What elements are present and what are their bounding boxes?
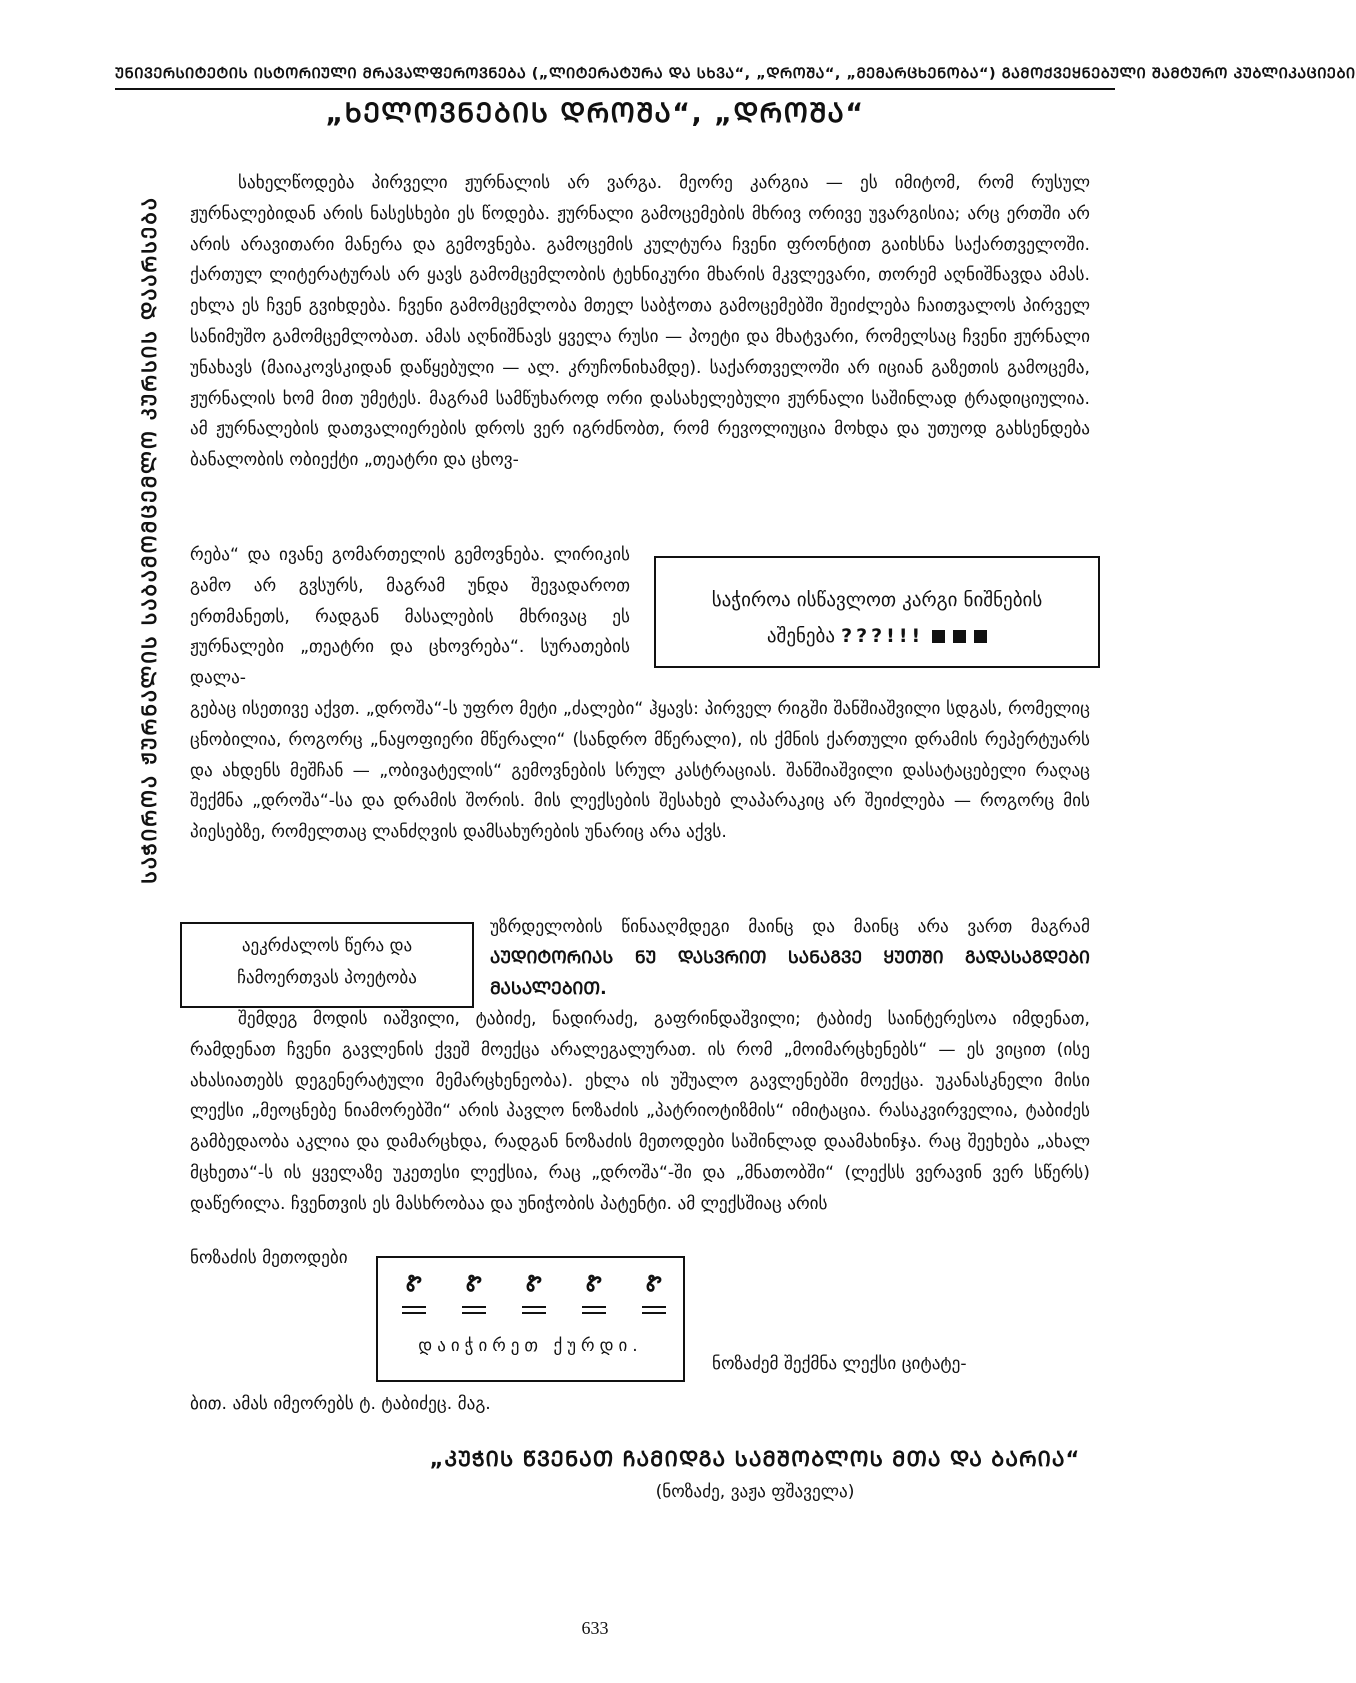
page-number: 633 xyxy=(581,1618,609,1638)
page-title: „ᲮᲔᲚᲝᲕᲜᲔᲑᲘᲡ ᲓᲠᲝᲨᲐ“, „ᲓᲠᲝᲨᲐ“ xyxy=(325,98,865,129)
quote-source: (ნოზაძე, ვაჟა ფშაველა) xyxy=(655,1482,855,1502)
double-rule xyxy=(582,1306,606,1314)
callout-signs-text xyxy=(656,582,1098,654)
callout-ban-line2: ჩამოერთვას პოეტობა xyxy=(237,968,417,988)
poem-glyph-col xyxy=(454,1272,494,1314)
punctuation-marks: ???!!! xyxy=(841,625,925,647)
callout-ban-line1: აეკრძალოს წერა და xyxy=(241,936,413,956)
paragraph-2-plain: უზრდელობის წინააღმდეგი მაინც და მაინც არა ვართ მაგრამ xyxy=(490,917,1090,937)
poem-glyph-col xyxy=(394,1272,434,1314)
black-square-icon xyxy=(932,630,945,643)
side-label: ᲡᲐᲭᲘᲠᲝᲐ ᲟᲣᲠᲜᲐᲚᲘᲡ ᲡᲐᲑᲐᲛᲝᲛᲪᲔᲛᲚᲝ ᲙᲣᲠᲡᲘᲡ ᲓᲐᲐᲠᲡᲔᲑᲐ xyxy=(137,196,161,884)
header-rule xyxy=(115,88,1115,90)
paragraph-2-text xyxy=(490,912,1090,1004)
double-rule xyxy=(462,1306,486,1314)
line-created: ნოზაძემ შექმნა ლექსი ციტატე- xyxy=(712,1354,967,1374)
callout-signs-word: აშენება xyxy=(766,625,836,647)
poem-word: დაიჭირეთ ქურდი. xyxy=(418,1336,643,1356)
paragraph-1-narrow-text: რება“ და ივანე გომართელის გემოვნება. ლირიკის გამო არ გვსურს, მაგრამ უნდა შევადაროთ ერთმანეთს, რადგან მასალების მხრივაც ეს ჟურნალები „თეატრი და ცხოვრება“. სურათების დალა- xyxy=(190,545,630,689)
callout-signs-line2 xyxy=(656,618,1098,654)
poem-box xyxy=(376,1256,685,1382)
poem-glyph: Ꮡ xyxy=(526,1272,542,1297)
callout-box-ban xyxy=(180,922,474,1008)
quote-title: „ᲙᲣᲭᲘᲡ ᲬᲕᲔᲜᲐᲗ ᲩᲐᲛᲘᲓᲒᲐ ᲡᲐᲛᲨᲝᲑᲚᲝᲡ ᲛᲗᲐ ᲓᲐ ᲑᲐᲠᲘᲐ“ xyxy=(429,1447,1081,1471)
callout-signs-line1: საჭიროა ისწავლოთ კარგი ნიშნების xyxy=(711,589,1043,611)
paragraph-2 xyxy=(490,912,1090,1004)
running-header: ᲣᲜᲘᲕᲔᲠᲡᲘᲢᲔᲢᲘᲡ ᲘᲡᲢᲝᲠᲘᲣᲚᲘ ᲛᲠᲐᲕᲐᲚᲤᲔᲠᲝᲕᲜᲔᲑᲐ („ᲚᲘᲢᲔᲠᲐᲢᲣᲠᲐ ᲓᲐ ᲡᲮᲕᲐ“, „ᲓᲠᲝᲨᲐ“, „ᲛᲔᲛᲐᲠᲪᲮᲔᲜᲝᲑᲐ“) ᲒᲐᲛᲝᲥᲕᲔᲧᲜᲔᲑᲣᲚᲘ ᲨᲐᲛᲢᲣᲠᲝ ᲞᲣᲑᲚᲘᲙᲐᲪᲘᲔᲑᲘ xyxy=(115,66,1356,82)
paragraph-1 xyxy=(190,168,1090,476)
line-methods: ნოზაძის მეთოდები xyxy=(190,1248,348,1268)
paragraph-1-text: სახელწოდება პირველი ჟურნალის არ ვარგა. მეორე კარგია — ეს იმიტომ, რომ რუსულ ჟურნალებიდან არის ნასესხები ეს წოდება. ჟურნალი გამოცემების მხრივ ორივე უვარგისია; არც ერთში არ არის არავითარი მანერა და გემოვნება. გამოცემის კულტურა ჩვენი ფრონტით გაიხსნა საქართველოში. ქართულ ლიტერატურას არ ყავს გამომცემლობის ტეხნიკური მხარის მკვლევარი, თორემ აღნიშნავდა ამას. ეხლა ეს ჩვენ გვიხდება. ჩვენი გამომცემლობა მთელ საბჭოთა გამოცემებში შეიძლება ჩაითვალოს პირველ სანიმუშო გამომცემლობათ. ამას აღნიშნავს ყველა რუსი — პოეტი და მხატვარი, რომელსაც ჩვენი ჟურნალი უნახავს (მაიაკოვსკიდან დაწყებული — ალ. კრუჩონიხამდე). საქართველოში არ იციან გაზეთის გამოცემა, ჟურნალის ხომ მით უმეტეს. მაგრამ სამწუხაროდ ორი დასახელებული ჟურნალი საშინლად ტრადიციულია. ამ ჟურნალების დათვალიერების დროს ვერ იგრძნობთ, რომ რევოლიუცია მოხდა და უთუოდ გახსენდება ბანალობის ობიექტი „თეატრი და ცხოვ- xyxy=(190,173,1090,471)
paragraph-1-continued xyxy=(190,694,1090,848)
paragraph-3 xyxy=(190,1004,1090,1220)
poem-glyph: Ꮡ xyxy=(466,1272,482,1297)
callout-ban-text xyxy=(182,930,472,994)
black-square-icon xyxy=(974,630,987,643)
double-rule xyxy=(402,1306,426,1314)
poem-glyph-col xyxy=(514,1272,554,1314)
paragraph-2-bold: ᲐᲣᲓᲘᲢᲝᲠᲘᲐᲡ ᲜᲣ ᲓᲐᲡᲕᲠᲘᲗ ᲡᲐᲜᲐᲒᲕᲔ ᲧᲣᲗᲨᲘ ᲒᲐᲓᲐᲡᲐᲒᲓᲔᲑᲘ ᲛᲐᲡᲐᲚᲔᲑᲘᲗ. xyxy=(490,947,1090,999)
double-rule xyxy=(522,1306,546,1314)
poem-glyph: Ꮡ xyxy=(586,1272,602,1297)
poem-glyph: Ꮡ xyxy=(406,1272,422,1297)
callout-box-signs xyxy=(654,556,1100,668)
paragraph-3-text: შემდეგ მოდის იაშვილი, ტაბიძე, ნადირაძე, გაფრინდაშვილი; ტაბიძე საინტერესოა იმდენათ, რამდენათ ჩვენი გავლენის ქვეშ მოექცა არალეგალურათ. ის რომ „მოიმარცხენებს“ — ეს ვიცით (ისე ახასიათებს დეგენერატული მემარცხენეობა). ეხლა ის უშუალო გავლენებში მოექცა. უკანასკნელი მისი ლექსი „მეოცნებე ნიამორებში“ არის პავლო ნოზაძის „პატრიოტიზმის“ იმიტაცია. რასაკვირველია, ტაბიძეს გამბედაობა აკლია და დამარცხდა, რადგან ნოზაძის მეთოდები საშინლად დაამახინჯა. რაც შეეხება „ახალ მცხეთა“-ს ის ყველაზე უკეთესი ლექსია, რაც „დროშა“-ში და „მნათობში“ (ლექსს ვერავინ ვერ სწერს) დაწერილა. ჩვენთვის ეს მასხრობაა და უნიჭობის პატენტი. ამ ლექსშიაც არის xyxy=(190,1009,1090,1214)
poem-glyph: Ꮡ xyxy=(646,1272,662,1297)
black-square-icon xyxy=(953,630,966,643)
poem-glyph-col xyxy=(634,1272,674,1314)
paragraph-1-narrow xyxy=(190,540,630,694)
poem-glyph-col xyxy=(574,1272,614,1314)
line-after: ბით. ამას იმეორებს ტ. ტაბიძეც. მაგ. xyxy=(190,1394,491,1414)
paragraph-1-continued-text: გებაც ისეთივე აქვთ. „დროშა“-ს უფრო მეტი „ძალები“ ჰყავს: პირველ რიგში შანშიაშვილი სდგას, რომელიც ცნობილია, როგორც „ნაყოფიერი მწერალი“ (სანდრო მწერალი), ის ქმნის ქართული დრამის რეპერტუარს და ახდენს მეშჩან — „ობივატელის“ გემოვნების სრულ კასტრაციას. შანშიაშვილი დასატაცებელი რაღაც შექმნა „დროშა“-სა და დრამის შორის. მის ლექსების შესახებ ლაპარაკიც არ შეიძლება — როგორც მის პიესებზე, რომელთაც ლანძღვის დამსახურების უნარიც არა აქვს. xyxy=(190,699,1090,843)
double-rule xyxy=(642,1306,666,1314)
